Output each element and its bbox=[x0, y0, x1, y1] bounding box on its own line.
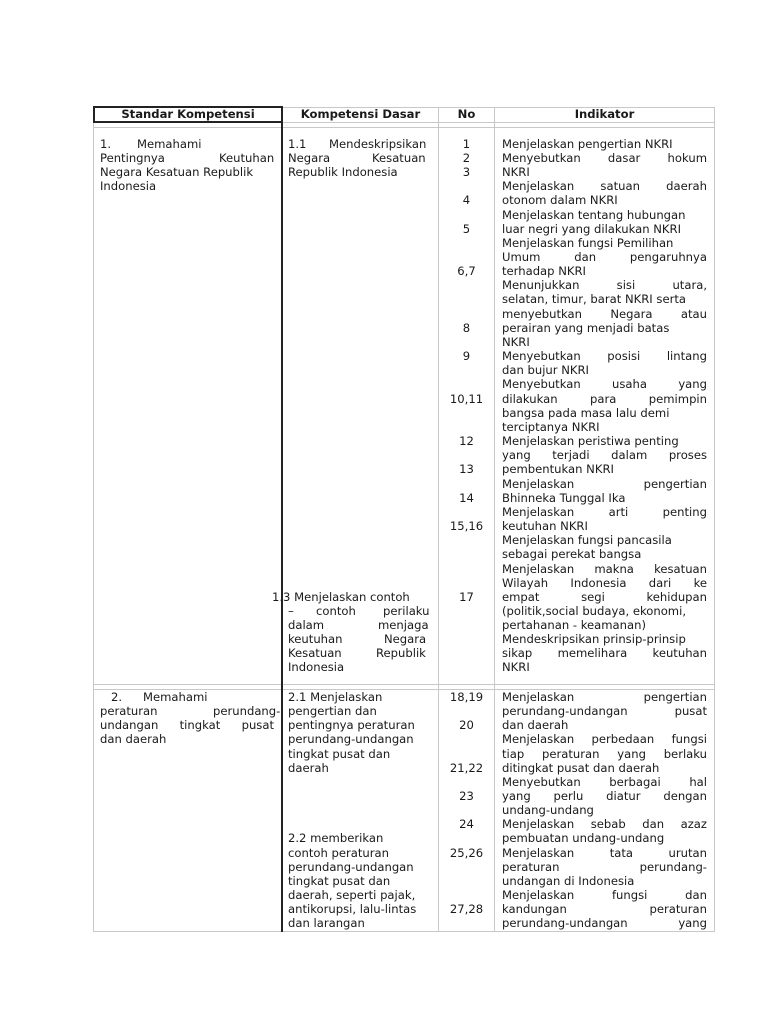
header-no: No bbox=[457, 107, 476, 121]
indikator-line: undang-undang bbox=[502, 803, 594, 817]
indikator-line: sikap memelihara keutuhan bbox=[502, 646, 707, 660]
header-indikator: Indikator bbox=[574, 107, 635, 121]
kd2-1-line: pengertian dan bbox=[288, 704, 377, 718]
indikator-line: pembuatan undang-undang bbox=[502, 831, 665, 845]
number-cell: 8 bbox=[462, 321, 471, 335]
kd2-2-line: 2.2 memberikan bbox=[288, 831, 384, 845]
kd1-1-line2a: Negara bbox=[288, 151, 331, 165]
indikator-line: luar negri yang dilakukan NKRI bbox=[502, 222, 682, 236]
kd2-1-line: daerah bbox=[288, 761, 329, 775]
row-top-border bbox=[93, 127, 714, 128]
table-bottom-border bbox=[93, 931, 714, 932]
kd1-1-number: 1.1 bbox=[288, 137, 307, 151]
sk2-line2a: peraturan bbox=[100, 704, 158, 718]
col-right-border bbox=[714, 107, 715, 932]
indikator-line: Mendeskripsikan prinsip-prinsip bbox=[502, 632, 686, 646]
kd2-2-line: contoh peraturan bbox=[288, 846, 389, 860]
kd2-1-line: pentingnya peraturan bbox=[288, 718, 415, 732]
indikator-line: Umum dan pengaruhnya bbox=[502, 250, 707, 264]
indikator-line: Menjelaskan tentang hubungan bbox=[502, 208, 686, 222]
indikator-line: NKRI bbox=[502, 660, 530, 674]
kd1-1-word: Mendeskripsikan bbox=[329, 137, 427, 151]
sk2-number: 2. bbox=[111, 690, 123, 704]
kd1-3-line2a: – bbox=[288, 604, 294, 618]
indikator-line: (politik,social budaya, ekonomi, bbox=[502, 604, 686, 618]
indikator-line: kandungan peraturan bbox=[502, 902, 707, 916]
kd2-2-line: perundang-undangan bbox=[288, 860, 414, 874]
indikator-line: Menjelaskan makna kesatuan bbox=[502, 562, 707, 576]
kd1-3-line4a: keutuhan bbox=[288, 632, 343, 646]
sk1-line4: Indonesia bbox=[100, 179, 157, 193]
number-cell: 18,19 bbox=[449, 690, 484, 704]
indikator-line: terciptanya NKRI bbox=[502, 420, 600, 434]
number-cell: 14 bbox=[459, 491, 474, 505]
indikator-line: NKRI bbox=[502, 165, 530, 179]
indikator-line: pembentukan NKRI bbox=[502, 462, 614, 476]
indikator-line: undangan di Indonesia bbox=[502, 874, 635, 888]
sk1-word: Memahami bbox=[137, 137, 202, 151]
indikator-line: yang terjadi dalam proses bbox=[502, 448, 707, 462]
indikator-line: sebagai perekat bangsa bbox=[502, 547, 642, 561]
indikator-line: Menjelaskan sebab dan azaz bbox=[502, 817, 707, 831]
indikator-line: Menjelaskan fungsi Pemilihan bbox=[502, 236, 674, 250]
kd1-3-line5b: Republik bbox=[376, 646, 426, 660]
indikator-line: perairan yang menjadi batas bbox=[502, 321, 670, 335]
number-cell: 5 bbox=[462, 222, 471, 236]
indikator-line: Bhinneka Tunggal Ika bbox=[502, 491, 626, 505]
number-cell: 13 bbox=[459, 462, 474, 476]
indikator-line: Menyebutkan usaha yang bbox=[502, 377, 707, 391]
indikator-line: empat segi kehidupan bbox=[502, 590, 707, 604]
indikator-line: terhadap NKRI bbox=[502, 264, 586, 278]
number-cell: 2 bbox=[462, 151, 471, 165]
number-cell: 24 bbox=[459, 817, 474, 831]
indikator-line: Menjelaskan pengertian bbox=[502, 690, 707, 704]
number-cell: 6,7 bbox=[457, 264, 476, 278]
header-bottom-border bbox=[282, 122, 714, 123]
kd1-3-line5a: Kesatuan bbox=[288, 646, 342, 660]
indikator-line: Menunjukkan sisi utara, bbox=[502, 278, 707, 292]
number-cell: 10,11 bbox=[449, 392, 484, 406]
kd1-3-line2b: contoh bbox=[316, 604, 356, 618]
indikator-line: Wilayah Indonesia dari ke bbox=[502, 576, 707, 590]
row1-bottom-border bbox=[93, 684, 714, 685]
kd1-1-line2b: Kesatuan bbox=[372, 151, 426, 165]
number-cell: 15,16 bbox=[449, 519, 484, 533]
col-left-border bbox=[93, 123, 94, 932]
number-cell: 25,26 bbox=[449, 846, 484, 860]
indikator-line: Menjelaskan tata urutan bbox=[502, 846, 707, 860]
indikator-line: Menjelaskan pengertian NKRI bbox=[502, 137, 673, 151]
kd1-3-line4b: Negara bbox=[384, 632, 427, 646]
number-cell: 27,28 bbox=[449, 902, 484, 916]
header-standar-kompetensi: Standar Kompetensi bbox=[121, 107, 255, 121]
indikator-line: Menjelaskan fungsi dan bbox=[502, 888, 707, 902]
indikator-line: keutuhan NKRI bbox=[502, 519, 588, 533]
indikator-line: pertahanan - keamanan) bbox=[502, 618, 646, 632]
number-cell: 17 bbox=[459, 590, 474, 604]
kd2-1-line: 2.1 Menjelaskan bbox=[288, 690, 383, 704]
number-cell: 23 bbox=[459, 789, 474, 803]
indikator-line: selatan, timur, barat NKRI serta bbox=[502, 292, 687, 306]
sk1-number: 1. bbox=[100, 137, 112, 151]
indikator-line: Menjelaskan perbedaan fungsi bbox=[502, 732, 707, 746]
indikator-line: bangsa pada masa lalu demi bbox=[502, 406, 670, 420]
indikator-line: Menjelaskan arti penting bbox=[502, 505, 707, 519]
sk2-line4: dan daerah bbox=[100, 732, 167, 746]
indikator-line: perundang-undangan yang bbox=[502, 916, 707, 930]
header-kompetensi-dasar: Kompetensi Dasar bbox=[300, 107, 421, 121]
kd2-1-line: tingkat pusat dan bbox=[288, 747, 391, 761]
kd1-3-line1: 1.3 Menjelaskan contoh bbox=[272, 590, 410, 604]
indikator-line: Menjelaskan fungsi pancasila bbox=[502, 533, 672, 547]
indikator-line: menyebutkan Negara atau bbox=[502, 307, 707, 321]
indikator-line: Menyebutkan dasar hokum bbox=[502, 151, 707, 165]
indikator-line: dan daerah bbox=[502, 718, 569, 732]
kd1-3-line3a: dalam bbox=[288, 618, 325, 632]
number-cell: 21,22 bbox=[449, 761, 484, 775]
number-cell: 20 bbox=[459, 718, 474, 732]
sk2-line3: undangan tingkat pusat bbox=[100, 718, 274, 732]
sk2-line2b: perundang- bbox=[213, 704, 281, 718]
number-cell: 1 bbox=[462, 137, 471, 151]
indikator-line: perundang-undangan pusat bbox=[502, 704, 707, 718]
kd1-1-line3: Republik Indonesia bbox=[288, 165, 398, 179]
indikator-line: Menjelaskan peristiwa penting bbox=[502, 434, 679, 448]
indikator-line: NKRI bbox=[502, 335, 530, 349]
indikator-line: tiap peraturan yang berlaku bbox=[502, 747, 707, 761]
indikator-line: Menjelaskan satuan daerah bbox=[502, 179, 707, 193]
indikator-line: ditingkat pusat dan daerah bbox=[502, 761, 660, 775]
kd1-3-line3b: menjaga bbox=[378, 618, 429, 632]
kd1-3-line6: Indonesia bbox=[288, 660, 345, 674]
indikator-line: dilakukan para pemimpin bbox=[502, 392, 707, 406]
indikator-line: Menyebutkan berbagai hal bbox=[502, 775, 707, 789]
indikator-line: peraturan perundang- bbox=[502, 860, 707, 874]
indikator-line: otonom dalam NKRI bbox=[502, 193, 618, 207]
sk1-line2b: Keutuhan bbox=[219, 151, 275, 165]
col1-divider bbox=[281, 106, 283, 932]
col3-divider bbox=[494, 107, 495, 932]
sk1-line3: Negara Kesatuan Republik bbox=[100, 165, 254, 179]
indikator-line: Menjelaskan pengertian bbox=[502, 477, 707, 491]
kd2-2-line: dan larangan bbox=[288, 916, 365, 930]
number-cell: 3 bbox=[462, 165, 471, 179]
indikator-line: yang perlu diatur dengan bbox=[502, 789, 707, 803]
indikator-line: Menyebutkan posisi lintang bbox=[502, 349, 707, 363]
kd2-2-line: daerah, seperti pajak, bbox=[288, 888, 416, 902]
kd2-1-line: perundang-undangan bbox=[288, 732, 414, 746]
number-cell: 4 bbox=[462, 193, 471, 207]
sk2-word: Memahami bbox=[143, 690, 208, 704]
kd1-3-line2c: perilaku bbox=[383, 604, 430, 618]
number-cell: 12 bbox=[459, 434, 474, 448]
indikator-line: dan bujur NKRI bbox=[502, 363, 589, 377]
number-cell: 9 bbox=[462, 349, 471, 363]
sk1-line2a: Pentingnya bbox=[100, 151, 165, 165]
header-bottom-border-dark bbox=[93, 121, 282, 123]
kd2-2-line: tingkat pusat dan bbox=[288, 874, 391, 888]
kd2-2-line: antikorupsi, lalu-lintas bbox=[288, 902, 417, 916]
